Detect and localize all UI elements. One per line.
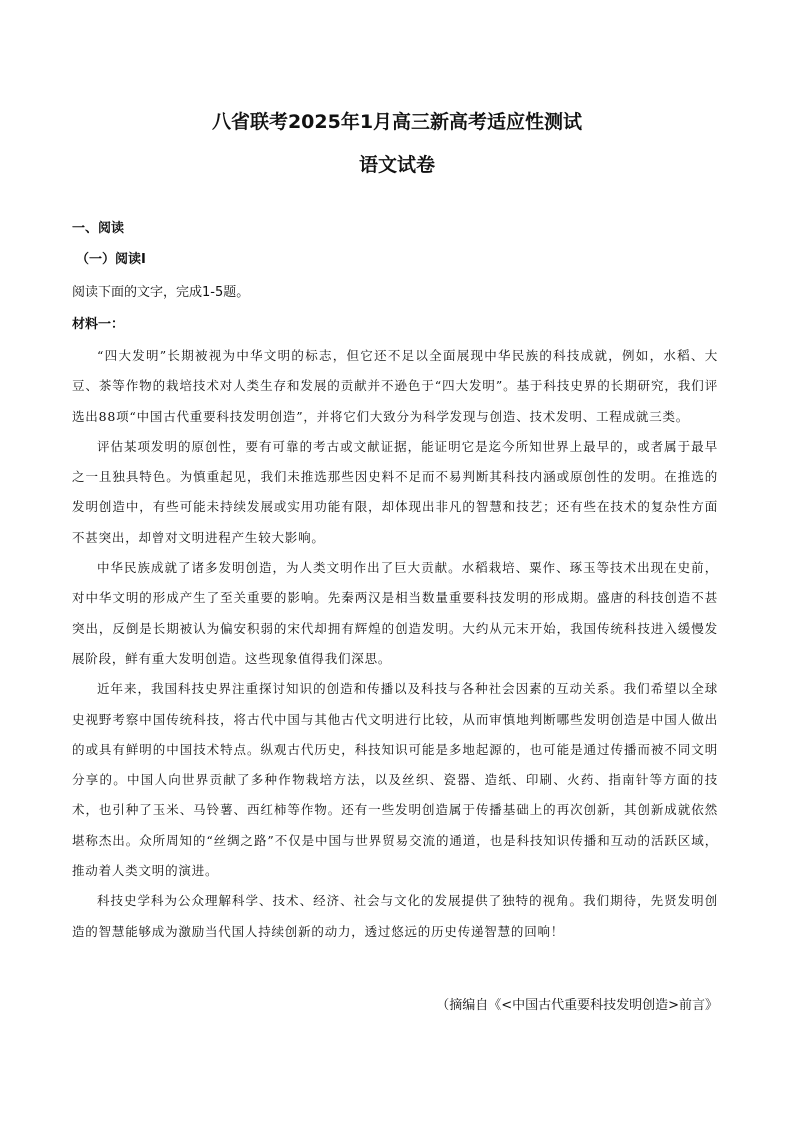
source-citation: （摘编自《<中国古代重要科技发明创造>前言》 (436, 998, 718, 1013)
material-label: 材料一： (72, 317, 125, 332)
exam-title: 八省联考2025年1月高三新高考适应性测试 (211, 111, 583, 133)
exam-subtitle: 语文试卷 (358, 154, 435, 176)
passage-paragraph-1: “四大发明”长期被视为中华文明的标志，但它还不足以全面展现中华民族的科技成就，例如，水稻、大豆、茶等作物的栽培技术对人类生存和发展的贡献并不逊色于“四大发明”。基于科技史界的长期研究，我们评选出88项“中国古代重要科技发明创造”，并将它们大致分为科学发现与创造、技术发明、工程成就三类。 (72, 348, 718, 424)
passage-paragraph-5: 科技史学科为公众理解科学、技术、经济、社会与文化的发展提供了独特的视角。我们期待，先贤发明创造的智慧能够成为激励当代国人持续创新的动力，透过悠远的历史传递智慧的回响！ (72, 893, 718, 939)
instruction-text: 阅读下面的文字，完成1-5题。 (72, 285, 250, 300)
section-heading: 一、阅读 (72, 221, 125, 236)
passage-paragraph-4: 近年来，我国科技史界注重探讨知识的创造和传播以及科技与各种社会因素的互动关系。我们希望以全球史视野考察中国传统科技，将古代中国与其他古代文明进行比较，从而审慎地判断哪些发明创造是中国人做出的或具有鲜明的中国技术特点。纵观古代历史，科技知识可能是多地起源的，也可能是通过传播而被不同文明分享的。中国人向世界贡献了多种作物栽培方法，以及丝织、瓷器、造纸、印刷、火药、指南针等方面的技术，也引种了玉米、马铃薯、西红柿等作物。还有一些发明创造属于传播基础上的再次创新，其创新成就依然堪称杰出。众所周知的“丝绸之路”不仅是中国与世界贸易交流的通道，也是科技知识传播和互动的活跃区域，推动着人类文明的演进。 (72, 681, 718, 879)
passage (72, 341, 718, 947)
passage-paragraph-3: 中华民族成就了诸多发明创造，为人类文明作出了巨大贡献。水稻栽培、粟作、琢玉等技术出现在史前，对中华文明的形成产生了至关重要的影响。先秦两汉是相当数量重要科技发明的形成期。盛唐的科技创造不甚突出，反倒是长期被认为偏安积弱的宋代却拥有辉煌的创造发明。大约从元末开始，我国传统科技进入缓慢发展阶段，鲜有重大发明创造。这些现象值得我们深思。 (72, 560, 718, 666)
subsection-heading: （一）阅读Ⅰ (76, 252, 146, 267)
passage-paragraph-2: 评估某项发明的原创性，要有可靠的考古或文献证据，能证明它是迄今所知世界上最早的，或者属于最早之一且独具特色。为慎重起见，我们未推选那些因史料不足而不易判断其科技内涵或原创性的发明。在推选的发明创造中，有些可能未持续发展或实用功能有限，却体现出非凡的智慧和技艺；还有些在技术的复杂性方面不甚突出，却曾对文明进程产生较大影响。 (72, 438, 718, 545)
